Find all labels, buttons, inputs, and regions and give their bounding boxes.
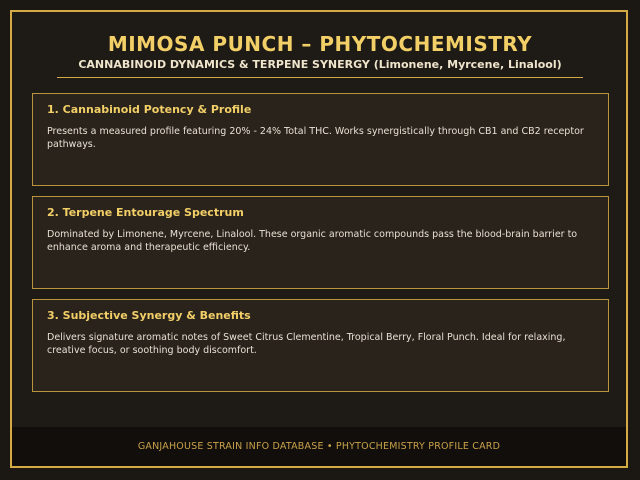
section-body: Delivers signature aromatic notes of Sweet Citrus Clementine, Tropical Berry, Floral Punch. Ideal for relaxing, creative focus, or soothing body discomfort. [47,332,566,356]
section-title: 2. Terpene Entourage Spectrum [47,206,244,219]
section-body: Dominated by Limonene, Myrcene, Linalool. These organic aromatic compounds pass the blood-brain barrier to enhance aroma and therapeutic efficiency. [47,229,578,253]
section-cannabinoid-potency [32,93,609,186]
section-title: 3. Subjective Synergy & Benefits [47,309,251,322]
footer [12,427,626,466]
page-title: MIMOSA PUNCH – PHYTOCHEMISTRY [107,32,533,56]
title-divider [57,77,583,78]
footer-text: GANJAHOUSE STRAIN INFO DATABASE • PHYTOCHEMISTRY PROFILE CARD [137,441,501,452]
section-title: 1. Cannabinoid Potency & Profile [47,103,252,116]
section-terpene-spectrum [32,196,609,289]
section-body: Presents a measured profile featuring 20% - 24% Total THC. Works synergistically through CB1 and CB2 receptor pathways. [47,126,584,150]
page-subtitle: CANNABINOID DYNAMICS & TERPENE SYNERGY (Limonene, Myrcene, Linalool) [78,58,562,71]
section-subjective-synergy [32,299,609,392]
